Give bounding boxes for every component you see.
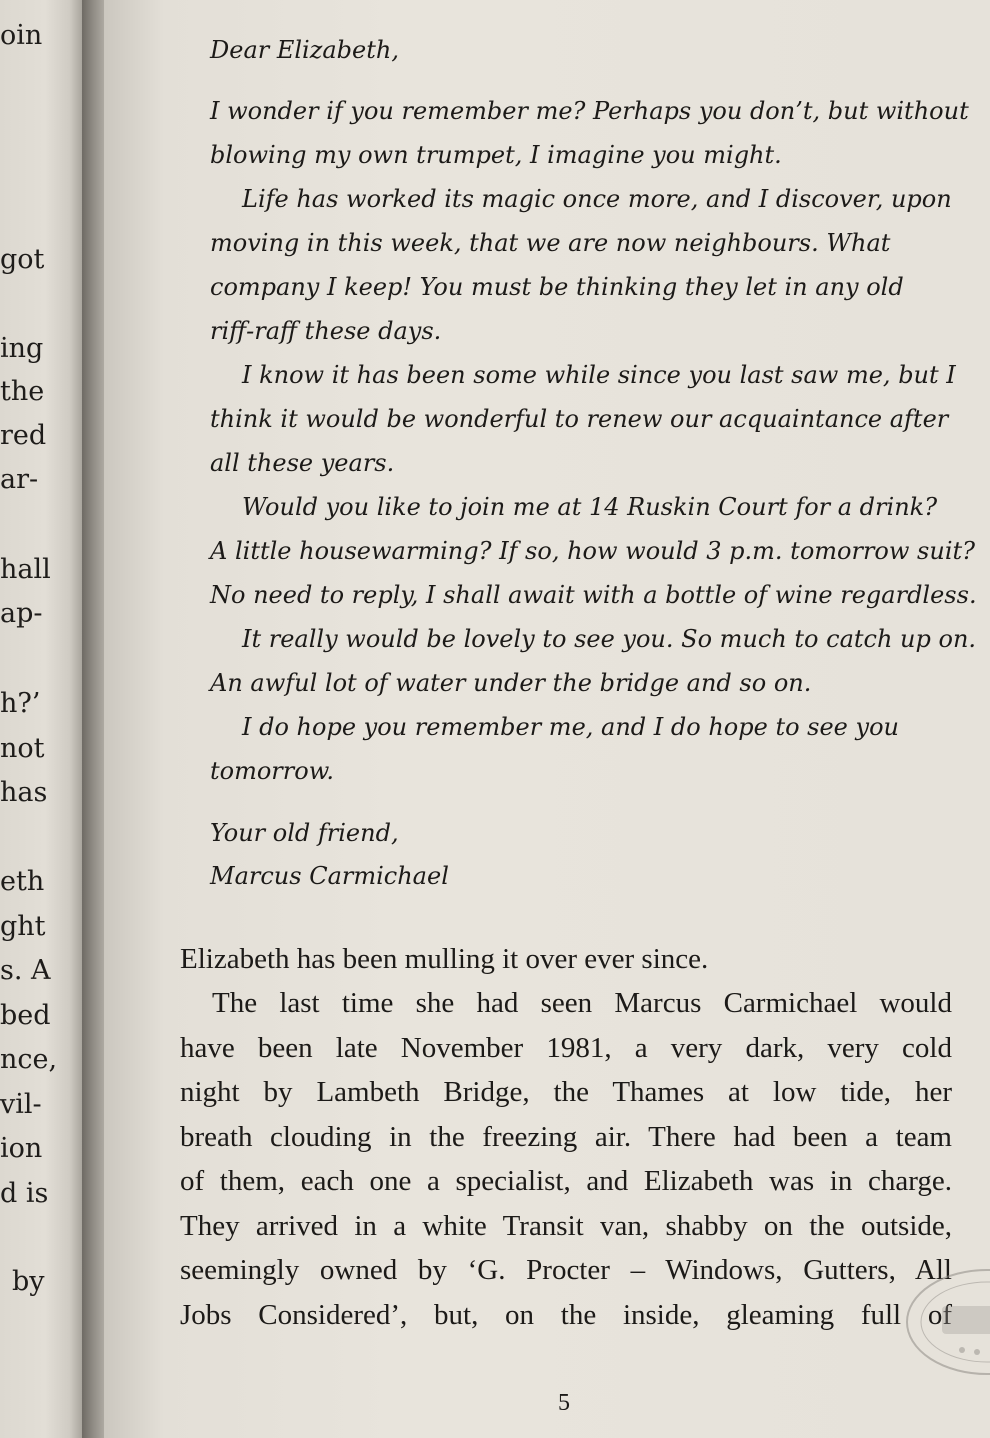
letter-line: No need to reply, I shall await with a bottle of wine regardless. [210, 581, 977, 609]
letter-line: tomorrow. [210, 757, 335, 785]
letter-signature: Marcus Carmichael [210, 862, 449, 890]
narrative-line: Jobs Considered’, but, on the inside, gleaming full of [180, 1299, 952, 1331]
left-page-fragment: has [0, 777, 48, 808]
left-page-fragment: the [0, 376, 45, 407]
left-page-fragment: d is [0, 1178, 49, 1209]
left-page-fragment: not [0, 733, 45, 764]
letter-line: Would you like to join me at 14 Ruskin Court for a drink? [242, 493, 938, 521]
letter-line: Life has worked its magic once more, and I discover, upon [242, 185, 952, 213]
narrative-line: Elizabeth has been mulling it over ever since. [180, 943, 709, 975]
letter-line: all these years. [210, 449, 395, 477]
letter-closing: Your old friend, [210, 819, 399, 847]
left-page-fragment: got [0, 244, 45, 275]
right-page [104, 0, 990, 1438]
letter-line: riff-raff these days. [210, 317, 442, 345]
left-page-fragment: red [0, 420, 47, 451]
import-seal-watermark [902, 1262, 990, 1382]
narrative-line: The last time she had seen Marcus Carmichael would [212, 987, 952, 1019]
narrative-line: have been late November 1981, a very dark, very cold [180, 1032, 952, 1064]
left-page-fragment: ght [0, 911, 46, 942]
left-page-fragment: ion [0, 1133, 43, 1164]
letter-line: It really would be lovely to see you. So much to catch up on. [242, 625, 977, 653]
left-page-fragment: eth [0, 866, 45, 897]
left-page-fragment: nce, [0, 1044, 58, 1075]
left-page-fragment: by [12, 1266, 45, 1297]
letter-line: A little housewarming? If so, how would 3 p.m. tomorrow suit? [210, 537, 976, 565]
page-number: 5 [558, 1390, 570, 1416]
narrative-line: night by Lambeth Bridge, the Thames at low tide, her [180, 1076, 952, 1108]
left-page-fragment: bed [0, 1000, 51, 1031]
left-page-edge [0, 0, 82, 1438]
letter-line: think it would be wonderful to renew our acquaintance after [210, 405, 949, 433]
narrative-line: seemingly owned by ‘G. Procter – Windows, Gutters, All [180, 1254, 952, 1286]
left-page-fragment: vil- [0, 1089, 42, 1120]
letter-line: I wonder if you remember me? Perhaps you don’t, but without [210, 97, 969, 125]
letter-line: An awful lot of water under the bridge and so on. [210, 669, 812, 697]
narrative-line: They arrived in a white Transit van, shabby on the outside, [180, 1210, 952, 1242]
left-page-fragment: ar- [0, 464, 39, 495]
letter-line: company I keep! You must be thinking they let in any old [210, 273, 904, 301]
letter-line: I do hope you remember me, and I do hope to see you [242, 713, 899, 741]
letter-line: I know it has been some while since you last saw me, but I [242, 361, 956, 389]
narrative-line: breath clouding in the freezing air. There had been a team [180, 1121, 952, 1153]
letter-line: blowing my own trumpet, I imagine you might. [210, 141, 782, 169]
left-page-fragment: ing [0, 333, 44, 364]
left-page-fragment: ap- [0, 598, 43, 629]
left-page-fragment: h?’ [0, 688, 41, 719]
letter-salutation: Dear Elizabeth, [210, 36, 399, 64]
left-page-fragment: hall [0, 554, 51, 585]
left-page-fragment: s. A [0, 955, 51, 986]
narrative-line: of them, each one a specialist, and Elizabeth was in charge. [180, 1165, 952, 1197]
letter-line: moving in this week, that we are now neighbours. What [210, 229, 891, 257]
left-page-fragment: oin [0, 20, 43, 51]
